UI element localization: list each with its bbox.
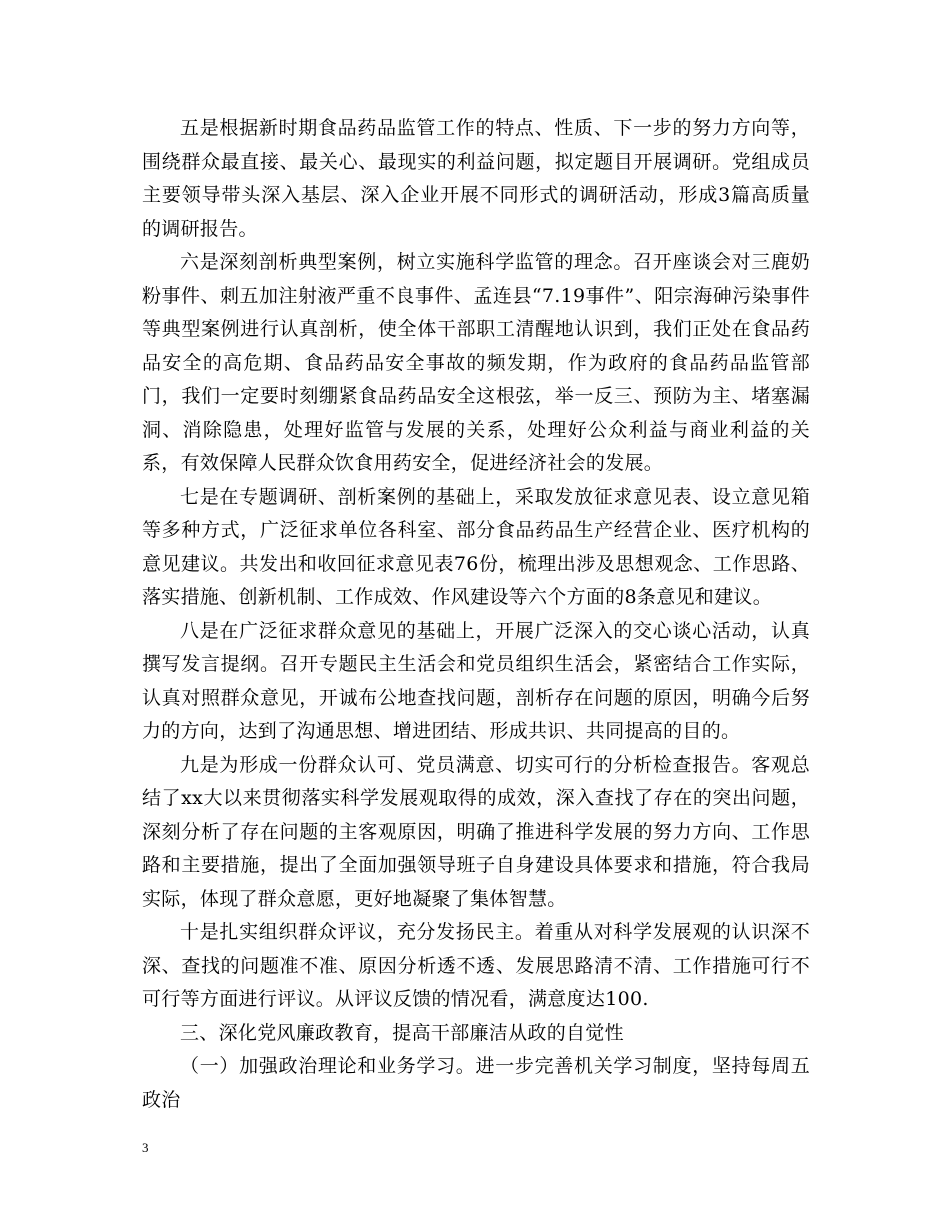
paragraph-9: 九是为形成一份群众认可、党员满意、切实可行的分析检查报告。客观总结了xx大以来贯彻落实科学发展观取得的成效，深入查找了存在的突出问题，深刻分析了存在问题的主客观原因，明确了推进科学发展的努力方向、工作思路和主要措施，提出了全面加强领导班子自身建设具体要求和措施，符合我局实际，体现了群众意愿，更好地凝聚了集体智慧。 bbox=[142, 753, 810, 910]
paragraph-10: 十是扎实组织群众评议，充分发扬民主。着重从对科学发展观的认识深不深、查找的问题准不准、原因分析透不透、发展思路清不清、工作措施可行不可行等方面进行评议。从评议反馈的情况看，满意度达100. bbox=[142, 921, 810, 1010]
document-body bbox=[142, 112, 810, 1117]
page-number: 3 bbox=[142, 1140, 149, 1155]
paragraph-5: 五是根据新时期食品药品监管工作的特点、性质、下一步的努力方向等，围绕群众最直接、最关心、最现实的利益问题，拟定题目开展调研。党组成员主要领导带头深入基层、深入企业开展不同形式的调研活动，形成3篇高质量的调研报告。 bbox=[142, 117, 810, 240]
paragraph-7: 七是在专题调研、剖析案例的基础上，采取发放征求意见表、设立意见箱等多种方式，广泛征求单位各科室、部分食品药品生产经营企业、医疗机构的意见建议。共发出和收回征求意见表76份，梳理出涉及思想观念、工作思路、落实措施、创新机制、工作成效、作风建设等六个方面的8条意见和建议。 bbox=[142, 485, 810, 608]
paragraph-8: 八是在广泛征求群众意见的基础上，开展广泛深入的交心谈心活动，认真撰写发言提纲。召开专题民主生活会和党员组织生活会，紧密结合工作实际，认真对照群众意见，开诚布公地查找问题，剖析存在问题的原因，明确今后努力的方向，达到了沟通思想、增进团结、形成共识、共同提高的目的。 bbox=[142, 619, 810, 742]
paragraph-6: 六是深刻剖析典型案例，树立实施科学监管的理念。召开座谈会对三鹿奶粉事件、刺五加注射液严重不良事件、孟连县“7.19事件”、阳宗海砷污染事件等典型案例进行认真剖析，使全体干部职工清醒地认识到，我们正处在食品药品安全的高危期、食品药品安全事故的频发期，作为政府的食品药品监管部门，我们一定要时刻绷紧食品药品安全这根弦，举一反三、预防为主、堵塞漏洞、消除隐患，处理好监管与发展的关系，处理好公众利益与商业利益的关系，有效保障人民群众饮食用药安全，促进经济社会的发展。 bbox=[142, 251, 810, 474]
subsection-1: （一）加强政治理论和业务学习。进一步完善机关学习制度，坚持每周五政治 bbox=[142, 1055, 810, 1111]
section-heading-3: 三、深化党风廉政教育，提高干部廉洁从政的自觉性 bbox=[180, 1021, 624, 1044]
